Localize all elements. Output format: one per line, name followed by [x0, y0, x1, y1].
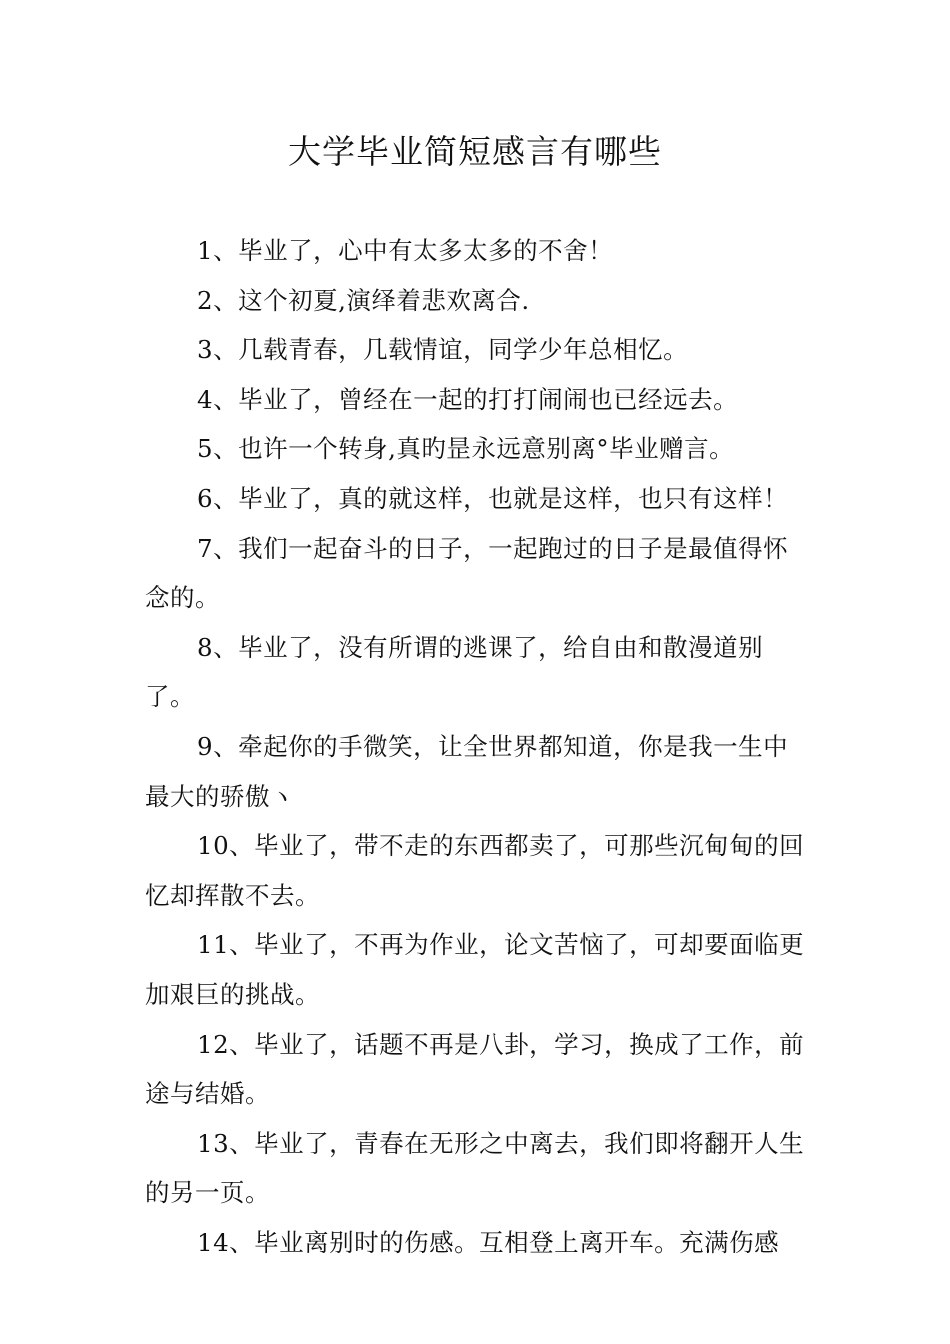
list-item: 10、毕业了，带不走的东西都卖了，可那些沉甸甸的回忆却挥散不去。 [145, 831, 805, 910]
list-item: 14、毕业离别时的伤感。互相登上离开车。充满伤感 [197, 1227, 780, 1257]
list-item: 9、牵起你的手微笑，让全世界都知道，你是我一生中最大的骄傲ヽ [145, 731, 789, 811]
list-item: 2、这个初夏,演绎着悲欢离合. [197, 285, 530, 315]
list-item: 8、毕业了，没有所谓的逃课了，给自由和散漫道别了。 [145, 632, 764, 712]
list-item: 6、毕业了，真的就这样，也就是这样，也只有这样！ [197, 483, 789, 513]
list-item: 4、毕业了，曾经在一起的打打闹闹也已经远去。 [197, 384, 739, 414]
list-item: 13、毕业了，青春在无形之中离去，我们即将翻开人生的另一页。 [145, 1128, 805, 1208]
list-item: 11、毕业了，不再为作业，论文苦恼了，可却要面临更加艰巨的挑战。 [145, 930, 805, 1009]
list-item: 3、几载青春，几载情谊，同学少年总相忆。 [197, 335, 689, 365]
document-title: 大学毕业简短感言有哪些 [288, 132, 662, 171]
list-item: 5、也许一个转身,真旳昰永远意别离°毕业赠言。 [197, 434, 735, 464]
list-item: 7、我们一起奋斗的日子，一起跑过的日子是最值得怀念的。 [145, 533, 789, 613]
list-item: 1、毕业了，心中有太多太多的不舍！ [197, 236, 614, 265]
document-body [145, 226, 809, 1267]
list-item: 12、毕业了，话题不再是八卦，学习，换成了工作，前途与结婚。 [145, 1029, 805, 1109]
